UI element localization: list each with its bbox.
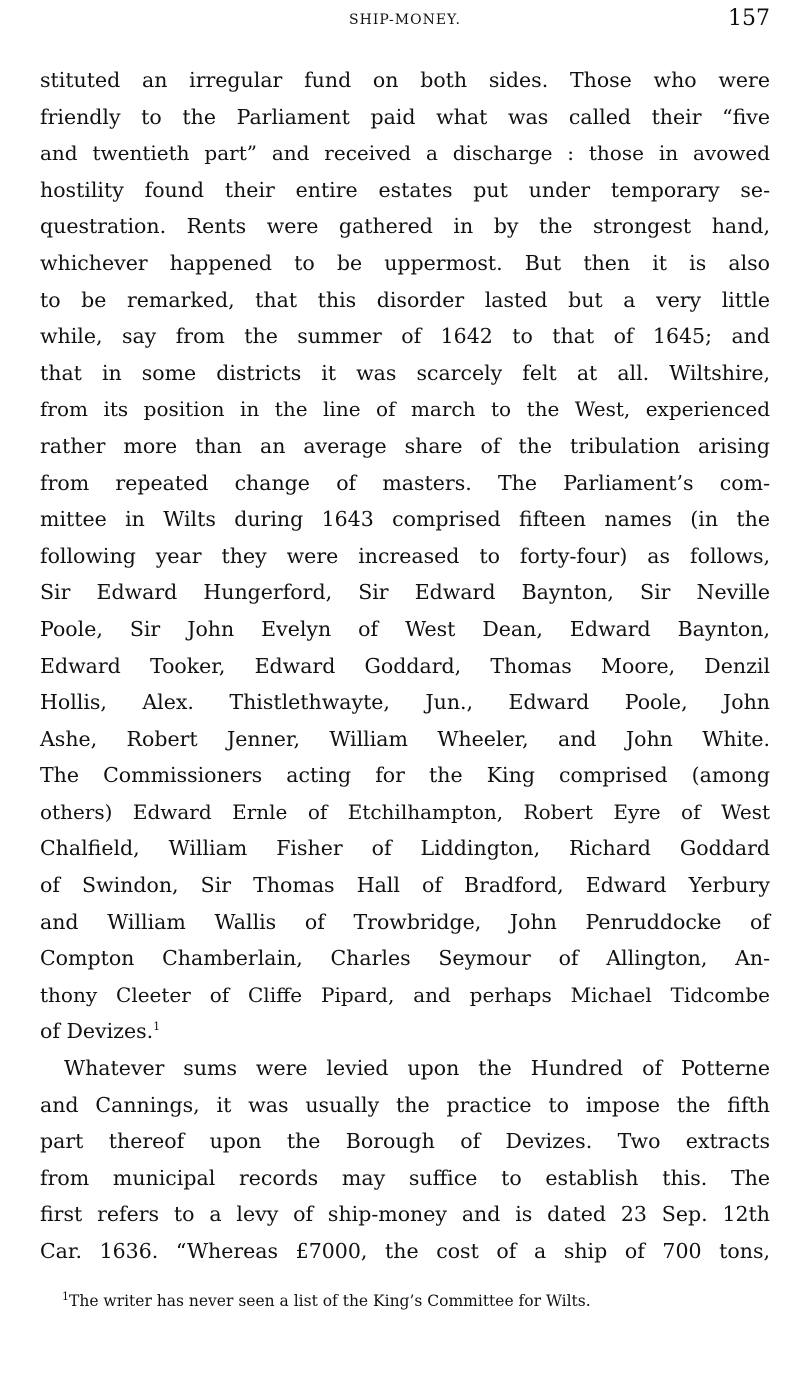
paragraph-2 [40, 1050, 770, 1270]
text-line [40, 1013, 770, 1050]
footnote-reference[interactable]: 1 [153, 1020, 161, 1034]
footnote-text: The writer has never seen a list of the King’s Committee for Wilts. [69, 1292, 591, 1310]
text-line: from municipal records may suffice to establish this. The [40, 1165, 770, 1190]
text-line: thony Cleeter of Cliffe Pipard, and perhaps Michael Tidcombe [40, 982, 770, 1007]
text-line: following year they were increased to forty-four) as follows, [40, 543, 770, 568]
text-line: and Cannings, it was usually the practice to impose the fifth [40, 1092, 770, 1117]
text-line-content: of Devizes. [40, 1019, 154, 1044]
text-line: first refers to a levy of ship-money and is dated 23 Sep. 12th [40, 1202, 770, 1227]
page-number: 157 [728, 6, 770, 31]
paragraph-1 [40, 62, 770, 1050]
text-line: Hollis, Alex. Thistlethwayte, Jun., Edward Poole, John [40, 690, 770, 715]
body-text [40, 62, 770, 1270]
text-line: hostility found their entire estates put under temporary se- [40, 177, 770, 202]
text-line: Compton Chamberlain, Charles Seymour of Allington, An- [40, 946, 770, 971]
text-line: stituted an irregular fund on both sides. Those who were [40, 68, 770, 92]
text-line: that in some districts it was scarcely felt at all. Wiltshire, [40, 360, 770, 385]
running-head [40, 6, 770, 36]
text-line: friendly to the Parliament paid what was called their “five [40, 104, 770, 129]
text-line: of Swindon, Sir Thomas Hall of Bradford, Edward Yerbury [40, 873, 770, 898]
text-line: and twentieth part” and received a discharge : those in avowed [40, 141, 770, 166]
text-line: others) Edward Ernle of Etchilhampton, Robert Eyre of West [40, 799, 770, 824]
text-line: Poole, Sir John Evelyn of West Dean, Edward Baynton, [40, 616, 770, 641]
text-line: whichever happened to be uppermost. But then it is also [40, 250, 770, 275]
text-line: to be remarked, that this disorder lasted but a very little [40, 287, 770, 312]
text-line: part thereof upon the Borough of Devizes. Two extracts [40, 1129, 770, 1154]
text-line: from repeated change of masters. The Parliament’s com- [40, 470, 770, 495]
text-line: questration. Rents were gathered in by the strongest hand, [40, 214, 770, 239]
text-line: while, say from the summer of 1642 to that of 1645; and [40, 324, 770, 349]
text-line: Sir Edward Hungerford, Sir Edward Baynton, Sir Neville [40, 580, 770, 605]
text-line: and William Wallis of Trowbridge, John Penruddocke of [40, 909, 770, 934]
running-title: SHIP-MONEY. [349, 12, 461, 28]
text-line: Chalfield, William Fisher of Liddington, Richard Goddard [40, 836, 770, 861]
footnote [62, 1289, 762, 1310]
text-line: mittee in Wilts during 1643 comprised fifteen names (in the [40, 507, 770, 532]
footnote-marker: 1 [62, 1289, 69, 1303]
text-line: Edward Tooker, Edward Goddard, Thomas Moore, Denzil [40, 653, 770, 678]
text-line: rather more than an average share of the tribulation arising [40, 433, 770, 458]
text-line: Car. 1636. “Whereas £7000, the cost of a ship of 700 tons, [40, 1239, 770, 1263]
text-line: Ashe, Robert Jenner, William Wheeler, and John White. [40, 726, 770, 751]
text-line: The Commissioners acting for the King comprised (among [40, 763, 770, 788]
text-line: Whatever sums were levied upon the Hundred of Potterne [64, 1056, 770, 1081]
text-line: from its position in the line of march to the West, experienced [40, 397, 770, 422]
